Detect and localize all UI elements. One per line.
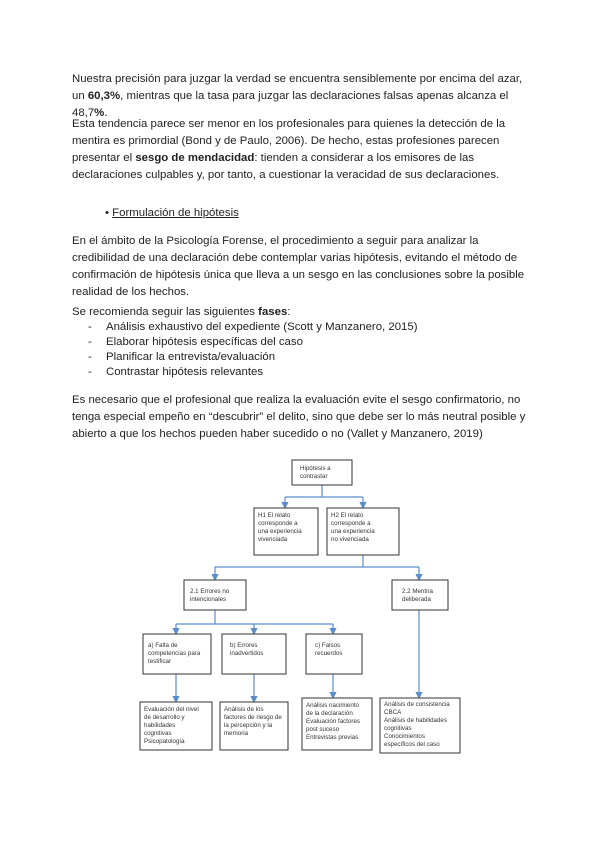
paragraph-phases-intro: Se recomienda seguir las siguientes fases: [72, 306, 291, 318]
paragraph-confirmation-bias: Es necesario que el profesional que realiza la evaluación evite el sesgo confirmatorio, no tenga especial empeño en “descubrir” el delito, sino que debe ser lo más neutral posible y abierto a que los hechos pueden haber sucedido o no (Vallet y Manzanero, 2019) [72, 394, 526, 440]
eval-consistency-label: Análisis de consistencia CBCA Análisis de habilidades cognitivas Conocimientos específicos del caso [384, 701, 450, 748]
eval-risk-label: Análisis de los factores de riesgo de la percepción y la memoria [224, 706, 282, 737]
list-item: - Análisis exhaustivo del expediente (Scott y Manzanero, 2015) [88, 321, 418, 333]
lie-box [392, 580, 448, 610]
list-item: - Contrastar hipótesis relevantes [88, 366, 264, 378]
list-item: - Planificar la entrevista/evaluación [88, 351, 276, 363]
root-label: Hipótesis a contrastar [300, 465, 331, 480]
inadvertent-label: b) Errores inadvertidos [230, 642, 264, 657]
lie-label: 2.2 Mentira deliberada [402, 588, 433, 603]
eval-competence-label: Evaluación del nivel de desarrollo y habilidades cognitivas Psicopatología [144, 706, 199, 745]
eval-birth-label: Análisis nacimiento de la declaración Evaluación factores post suceso Entrevistas previas [306, 702, 360, 741]
list-item: - Elaborar hipótesis específicas del caso [88, 336, 303, 348]
errors-box [184, 580, 246, 610]
h1-label: H1 El relato corresponde a una experiencia vivenciada [258, 512, 302, 543]
section-heading-text: Formulación de hipótesis [112, 207, 239, 219]
competence-label: a) Falta de competencias para testificar [148, 642, 201, 665]
paragraph-mendacity-bias: Esta tendencia parece ser menor en los profesionales para quienes la detección de la mentira es primordial (Bond y de Paulo, 2006). De hecho, estas profesiones parecen presentar el sesgo de mendacidad: tienden a considerar a los emisores de las declaraciones culpables y, por tanto, a cuestionar la veracidad de sus declaraciones. [72, 118, 506, 181]
h2-label: H2 El relato corresponde a una experiencia no vivenciada [331, 512, 375, 543]
bullet-icon: • [105, 207, 109, 219]
false-memories-label: c) Falsos recuerdos [315, 642, 343, 657]
paragraph-precision: Nuestra precisión para juzgar la verdad se encuentra sensiblemente por encima del azar, un 60,3%, mientras que la tasa para juzgar las declaraciones falsas apenas alcanza el 48,7%. [72, 73, 523, 119]
paragraph-forensic: En el ámbito de la Psicología Forense, el procedimiento a seguir para analizar la credibilidad de una declaración debe contemplar varias hipótesis, evitando el método de confirmación de hipótesis única que lleva a un sesgo en las conclusiones sobre la posible realidad de los hechos. [72, 235, 525, 298]
errors-label: 2.1 Errores no intencionales [190, 588, 230, 603]
